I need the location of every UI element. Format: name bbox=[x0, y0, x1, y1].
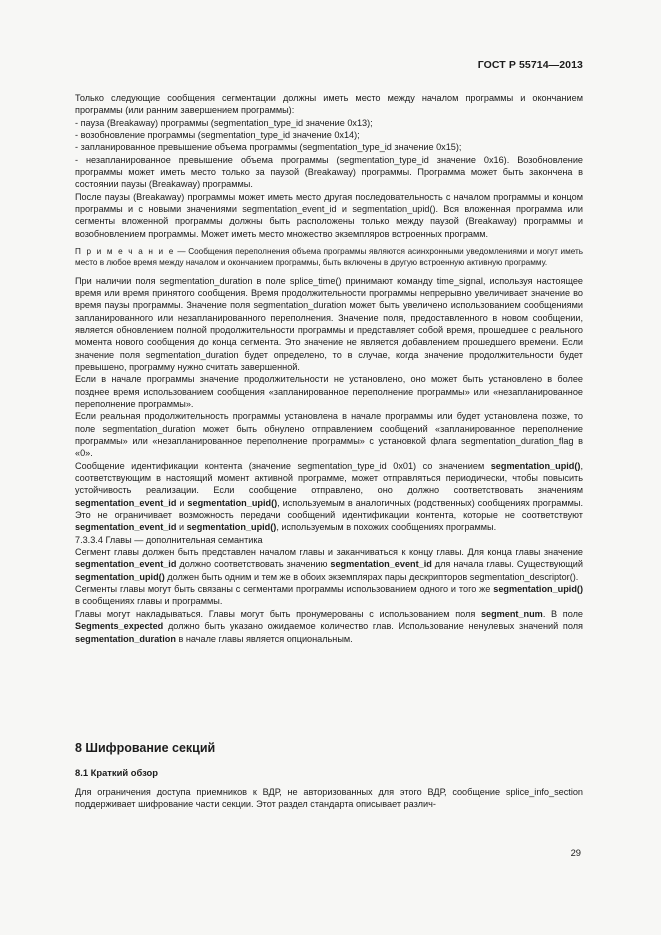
text: в сообщениях главы и программы. bbox=[75, 596, 223, 607]
code-term: segment_num bbox=[480, 608, 543, 619]
paragraph-text: Если в начале программы значение продолжительности не установлено, оно может быть установлено в более позднее время использованием сообщения «запланированное переполнение программы» или «незапланированное переполнение программы». bbox=[75, 374, 583, 409]
paragraph-text: После паузы (Breakaway) программы может иметь место другая последовательность с началом программы и концом программы и с новыми значениями segmentation_event_id и segmentation_upid(). Вся вложенная программа или сегменты вложенной программы должны быть расположены только между паузой (Breakaway) программы и возобновлением программы. Может иметь место множество экземпляров встроенных программ. bbox=[75, 191, 584, 239]
paragraph-chapter-overlap bbox=[75, 608, 583, 645]
paragraph: Для ограничения доступа приемников к ВДР, не авторизованных для этого ВДР, сообщение splice_info_section поддерживает шифрование части секции. Этот раздел стандарта описывает различ- bbox=[75, 787, 583, 810]
list-item bbox=[75, 129, 583, 141]
paragraph-content-id bbox=[75, 460, 583, 534]
paragraph bbox=[75, 275, 583, 374]
standard-number: ГОСТ Р 55714—2013 bbox=[477, 59, 583, 71]
text: для начала главы. Существующий bbox=[431, 559, 583, 570]
text: должно быть указано ожидаемое количество глав. Использование ненулевых значений поля bbox=[163, 621, 583, 632]
code-term: segmentation_upid() bbox=[493, 584, 583, 595]
text: . В поле bbox=[542, 608, 583, 619]
paragraph bbox=[75, 410, 583, 459]
section-heading: 8 Шифрование секций bbox=[75, 741, 216, 755]
code-term: segmentation_upid() bbox=[490, 460, 581, 471]
text: и bbox=[176, 497, 188, 508]
code-term: segmentation_duration bbox=[75, 633, 176, 644]
subsection-heading: 8.1 Краткий обзор bbox=[75, 767, 158, 778]
note-label: П р и м е ч а н и е bbox=[75, 247, 175, 257]
note bbox=[75, 246, 583, 268]
text: , соответствующим в настоящий момент активной программе, может отправляться периодически, чтобы повысить устойчивость реализации. Если сообщение отправлено, оно должно соответствовать значениям bbox=[75, 460, 583, 496]
list-item bbox=[75, 117, 583, 129]
clause-heading: 7.3.3.4 Главы — дополнительная семантика bbox=[75, 534, 263, 545]
text: , используемым в похожих сообщениях программы. bbox=[276, 522, 497, 533]
paragraph-chapter-link bbox=[75, 583, 583, 608]
list-item-text: - возобновление программы (segmentation_type_id значение 0x14); bbox=[75, 130, 360, 141]
text: должно соответствовать значению bbox=[176, 559, 331, 570]
paragraph bbox=[75, 92, 583, 117]
paragraph bbox=[75, 191, 583, 240]
paragraph-text: Только следующие сообщения сегментации должны иметь место между началом программы и окончанием программы (или ранним завершением программы): bbox=[75, 93, 583, 116]
list-item-text: - незапланированное превышение объема программы (segmentation_type_id значение 0x16). Возобновление программы может иметь место только за паузой (Breakaway) программы. Программа может быть закончена в состоянии паузы (Breakaway) программы. bbox=[75, 154, 583, 190]
paragraph bbox=[75, 373, 583, 410]
code-term: segmentation_event_id bbox=[75, 559, 177, 570]
note-text: — Сообщения переполнения объема программы являются асинхронными уведомлениями и могут иметь место в любое время между началом и окончанием программы, быть включены в другую встроенную активную программу. bbox=[75, 247, 583, 268]
paragraph-chapter bbox=[75, 546, 583, 583]
code-term: segmentation_event_id bbox=[75, 497, 177, 508]
list-item-text: - пауза (Breakaway) программы (segmentation_type_id значение 0x13); bbox=[75, 117, 373, 128]
text: и bbox=[176, 522, 187, 533]
text: Сегменты главы могут быть связаны с сегментами программы использованием одного и того же bbox=[75, 584, 494, 595]
text: Сообщение идентификации контента (значение segmentation_type_id 0x01) со значением bbox=[75, 460, 491, 471]
paragraph-text: При наличии поля segmentation_duration в поле splice_time() принимают команду time_signal, используя настоящее время или время принятого сообщения. Время продолжительности программы непрерывно увеличивает значение во время паузы программы. Значение поля segmentation_duration может быть увеличено использованием сообщениями запланированного или незапланированного переполнения. Значение поля, предоставленного в новом сообщении, является обновлением полной продолжительности программы и представляет собой время, прошедшее с реального момента нового сообщения до конца сегмента. Это значение не является добавлением прошедшего времени. Если значение поля segmentation_duration будет определено, то в случае, когда значение продолжительности будет превышено, программу нужно считать завершенной. bbox=[75, 275, 583, 372]
text: Сегмент главы должен быть представлен началом главы и заканчиваться к концу главы. Для конца главы значение bbox=[75, 547, 583, 558]
text: Главы могут накладываться. Главы могут быть пронумерованы с использованием поля bbox=[75, 608, 481, 619]
code-term: segmentation_event_id bbox=[75, 522, 177, 533]
code-term: Segments_expected bbox=[75, 621, 164, 632]
list-item bbox=[75, 154, 583, 191]
code-term: segmentation_upid() bbox=[187, 497, 278, 508]
text: должен быть одним и тем же в обоих экземплярах пары дескрипторов segmentation_descriptor(). bbox=[164, 571, 579, 582]
code-term: segmentation_event_id bbox=[330, 559, 432, 570]
paragraph-text: Если реальная продолжительность программы установлена в начале программы или будет установлена позже, то поле segmentation_duration может быть обнулено отправлением сообщений «запланированное переполнение программы» или «незапланированное переполнение программы» с установкой флага segmentation_duration_flag в «0». bbox=[75, 411, 583, 459]
list-item bbox=[75, 141, 583, 153]
text: , используемым в аналогичных (родственных) сообщениях программы. Это не ограничивает возможность передачи сообщений идентификации контента, которые не соответствуют bbox=[75, 497, 584, 521]
body-text bbox=[75, 92, 583, 645]
page-number: 29 bbox=[570, 847, 581, 858]
text: в начале главы является опциональным. bbox=[175, 633, 353, 644]
list-item-text: - запланированное превышение объема программы (segmentation_type_id значение 0x15); bbox=[75, 142, 462, 153]
code-term: segmentation_upid() bbox=[75, 571, 165, 582]
code-term: segmentation_upid() bbox=[186, 522, 277, 533]
